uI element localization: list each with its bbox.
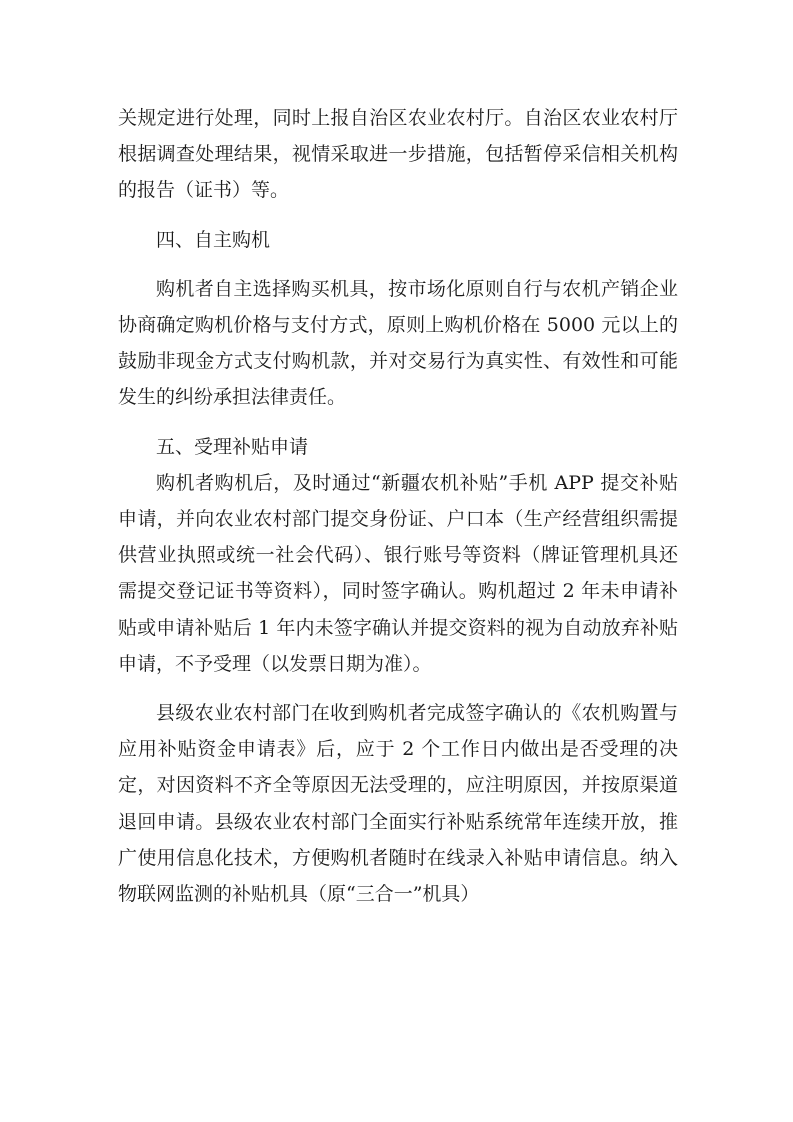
paragraph-self-purchase: 购机者自主选择购买机具，按市场化原则自行与农机产销企业协商确定购机价格与支付方式，原则上购机价格在 5000 元以上的鼓励非现金方式支付购机款，并对交易行为真实性、有效性和可能发生的纠纷承担法律责任。 bbox=[118, 277, 678, 409]
paragraph-subsidy-application: 购机者购机后，及时通过“新疆农机补贴”手机 APP 提交补贴申请，并向农业农村部门提交身份证、户口本（生产经营组织需提供营业执照或统一社会代码）、银行账号等资料（牌证管理机具还需提交登记证书等资料），同时签字确认。购机超过 2 年未申请补贴或申请补贴后 1 年内未签字确认并提交资料的视为自动放弃补贴申请，不予受理（以发票日期为准）。 bbox=[118, 471, 678, 675]
spacer bbox=[118, 682, 678, 695]
spacer bbox=[118, 416, 678, 429]
spacer bbox=[118, 258, 678, 271]
document-body bbox=[118, 100, 678, 912]
paragraph-county-acceptance: 县级农业农村部门在收到购机者完成签字确认的《农机购置与应用补贴资金申请表》后，应于 2 个工作日内做出是否受理的决定，对因资料不齐全等原因无法受理的，应注明原因，并按原渠道退回申请。县级农业农村部门全面实行补贴系统常年连续开放，推广使用信息化技术，方便购机者随时在线录入补贴申请信息。纳入物联网监测的补贴机具（原“三合一”机具） bbox=[118, 702, 678, 906]
section-heading-4: 四、自主购机 bbox=[156, 228, 271, 251]
spacer bbox=[118, 209, 678, 222]
paragraph-continued: 关规定进行处理，同时上报自治区农业农村厅。自治区农业农村厅根据调查处理结果，视情采取进一步措施，包括暂停采信相关机构的报告（证书）等。 bbox=[118, 107, 678, 202]
section-heading-5: 五、受理补贴申请 bbox=[156, 435, 309, 458]
